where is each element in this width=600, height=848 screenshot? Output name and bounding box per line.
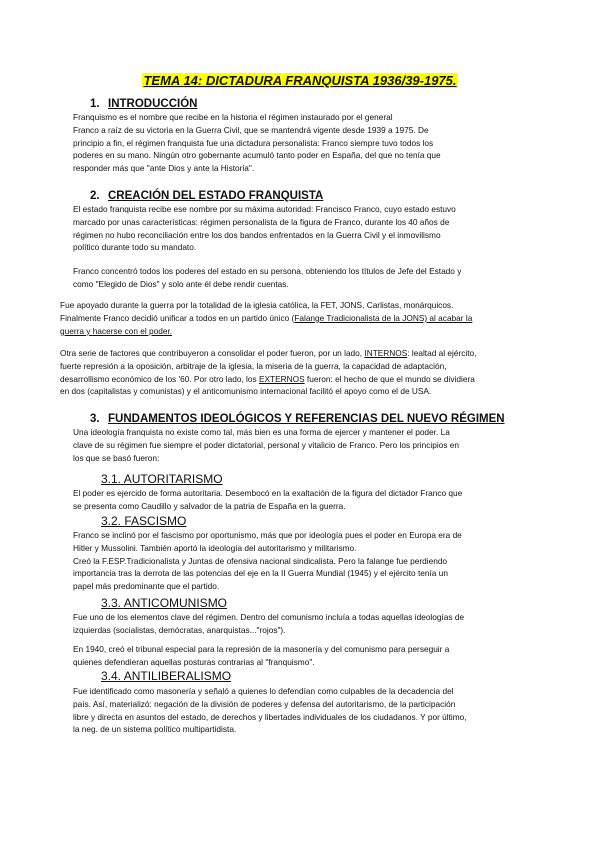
paragraph-line: marcado por unas características: régimen personalista de la figura de Franco, durante los 40 años de (73, 216, 450, 227)
paragraph-line: la neg. de un sistema político multipartidista. (73, 724, 237, 735)
subsection-body-fascismo (73, 529, 462, 593)
paragraph-line: principio a fin, el régimen franquista fue una dictadura personalista: Franco siempre tuvo todos los (73, 137, 434, 148)
underlined-text: EXTERNOS (258, 373, 305, 384)
paragraph-line: responder más que "ante Dios y ante la Historia". (73, 163, 255, 174)
paragraph-line (60, 373, 476, 386)
section-title: FUNDAMENTOS IDEOLÓGICOS Y REFERENCIAS DEL NUEVO RÉGIMEN (108, 413, 505, 425)
paragraph-line: en dos (capitalistas y comunistas) y el anticomunismo internacional facilitó el apoyo como el de USA. (60, 386, 432, 397)
section-body-creacion-p4 (60, 347, 476, 398)
paragraph-line: Franco se inclinó por el fascismo por oportunismo, más que por ideología pues el poder en Europa era de (73, 530, 462, 540)
underlined-text: guerra y hacerse con el poder. (60, 325, 173, 336)
paragraph-line: El estado franquista recibe ese nombre por su máxima autoridad: Francisco Franco, cuyo estado estuvo (73, 204, 456, 214)
paragraph-line: régimen no hubo reconciliación entre los dos bandos enfrentados en la Guerra Civil y el inmovilismo (73, 229, 441, 240)
paragraph-line: clave de su régimen fue siempre el poder dictatorial, personal y vitalicio de Franco. Pero los principios en (73, 439, 459, 450)
section-title: CREACIÓN DEL ESTADO FRANQUISTA (108, 190, 324, 202)
paragraph-line: fuerte represión a la oposición, arbitraje de la iglesia, la miseria de la guerra, la capacidad de adaptación, (60, 360, 447, 371)
paragraph-line: Creó la F.ESP.Tradicionalista y Juntas de ofensiva nacional sindicalista. Pero la falange fue perdiendo (73, 555, 448, 566)
section-number: 1. (90, 98, 100, 110)
subsection-heading-autoritarismo: 3.1. AUTORITARISMO (101, 472, 223, 486)
underlined-text: INTERNOS (364, 348, 408, 358)
paragraph-line: papel más predominante que el partido. (73, 581, 220, 592)
paragraph-line: como "Elegido de Dios" y solo ante él debe rendir cuentas. (73, 278, 289, 289)
subsection-heading-antiliberalismo: 3.4. ANTILIBERALISMO (101, 669, 232, 683)
paragraph-line: Franco a raíz de su victoria en la Guerra Civil, que se mantendrá vigente desde 1939 a 1975. De (73, 124, 429, 135)
subsection-heading-fascismo: 3.2. FASCISMO (101, 514, 187, 528)
paragraph-line: los que se basó fueron: (73, 452, 160, 463)
paragraph-line: quienes defendieran aquellas posturas contrarias al "franquismo". (73, 656, 315, 667)
paragraph-line: Fue identificado como masonería y señaló a quienes lo defendían como culpables de la decadencia del (73, 686, 454, 696)
section-number: 2. (90, 190, 100, 202)
subsection-body-autoritarismo (73, 487, 462, 513)
paragraph-line: libre y directa en asuntos del estado, de derechos y libertades individuales de los ciudadanos. Y por último, (73, 711, 467, 722)
paragraph-line: político durante todo su mandato. (73, 242, 197, 253)
paragraph-line: poderes en su mano. Ningún otro gobernante acumuló tanto poder en España, del que no tenía que (73, 150, 441, 161)
section-heading-creacion (90, 190, 323, 202)
paragraph-line: Franco concentró todos los poderes del estado en su persona, obteniendo los títulos de Jefe del Estado y (73, 266, 462, 276)
paragraph-line (60, 347, 476, 360)
text-run: fueron: el hecho de que el mundo se dividiera (304, 373, 475, 384)
title-text: TEMA 14: DICTADURA FRANQUISTA 1936/39-1975. (143, 73, 457, 88)
subsection-heading-anticomunismo: 3.3. ANTICOMUNISMO (101, 596, 228, 610)
section-body-fundamentos-intro (73, 426, 459, 464)
paragraph-line: Fue uno de los elementos clave del régimen. Dentro del comunismo incluía a todas aquellas ideologías de (73, 612, 465, 622)
underlined-text: Falange Tradicionalista de la JONS) al acabar la (294, 312, 473, 323)
subsection-body-anticomunismo-p1 (73, 611, 464, 637)
section-number: 3. (90, 413, 100, 425)
section-body-creacion-p1 (73, 203, 456, 254)
text-run: desarrollismo económico de los '60. Por otro lado, los (60, 373, 259, 384)
paragraph-line: El poder es ejercido de forma autoritaria. Desembocó en la exaltación de la figura del dictador Franco que (73, 488, 463, 498)
paragraph-line: Franquismo es el nombre que recibe en la historia el régimen instaurado por el general (73, 112, 393, 122)
text-run: : lealtad al ejército, (407, 348, 477, 358)
paragraph-line: En 1940, creó el tribunal especial para la represión de la masonería y del comunismo para perseguir a (73, 644, 450, 654)
paragraph-line: se presenta como Caudillo y salvador de la patria de España en la guerra. (73, 500, 346, 511)
section-body-creacion-p2 (73, 265, 461, 291)
section-body-introduccion (73, 111, 441, 175)
text-run: Finalmente Franco decidió unificar a todos en un partido único ( (60, 312, 295, 323)
section-heading-introduccion (90, 98, 197, 110)
paragraph-line: país. Así, materializó: negación de la división de poderes y defensa del autoritarismo, de la participación (73, 698, 456, 709)
paragraph-line (60, 312, 472, 325)
subsection-body-antiliberalismo (73, 685, 467, 736)
paragraph-line: izquierdas (socialistas, demócratas, anarquistas..."rojos"). (73, 624, 286, 635)
paragraph-line: Fue apoyado durante la guerra por la totalidad de la iglesia católica, la FET, JONS, Carlistas, monárquicos. (60, 300, 454, 310)
page-title (0, 72, 600, 90)
section-title: INTRODUCCIÓN (108, 98, 198, 110)
paragraph-line: Hitler y Mussolini. También aportó la ideología del autoritarismo y militarismo. (73, 542, 357, 553)
subsection-body-anticomunismo-p2 (73, 643, 449, 669)
section-heading-fundamentos (90, 413, 505, 425)
paragraph-line: importancia tras la derrota de las potencias del eje en la II Guerra Mundial (1945) y el ejército tenía un (73, 568, 448, 579)
paragraph-line (60, 325, 472, 338)
paragraph-line: Una ideología franquista no existe como tal, más bien es una forma de ejercer y mantener el poder. La (73, 427, 450, 437)
section-body-creacion-p3 (60, 299, 472, 337)
text-run: Otra serie de factores que contribuyeron a consolidar el poder fueron, por un lado, (60, 348, 365, 358)
